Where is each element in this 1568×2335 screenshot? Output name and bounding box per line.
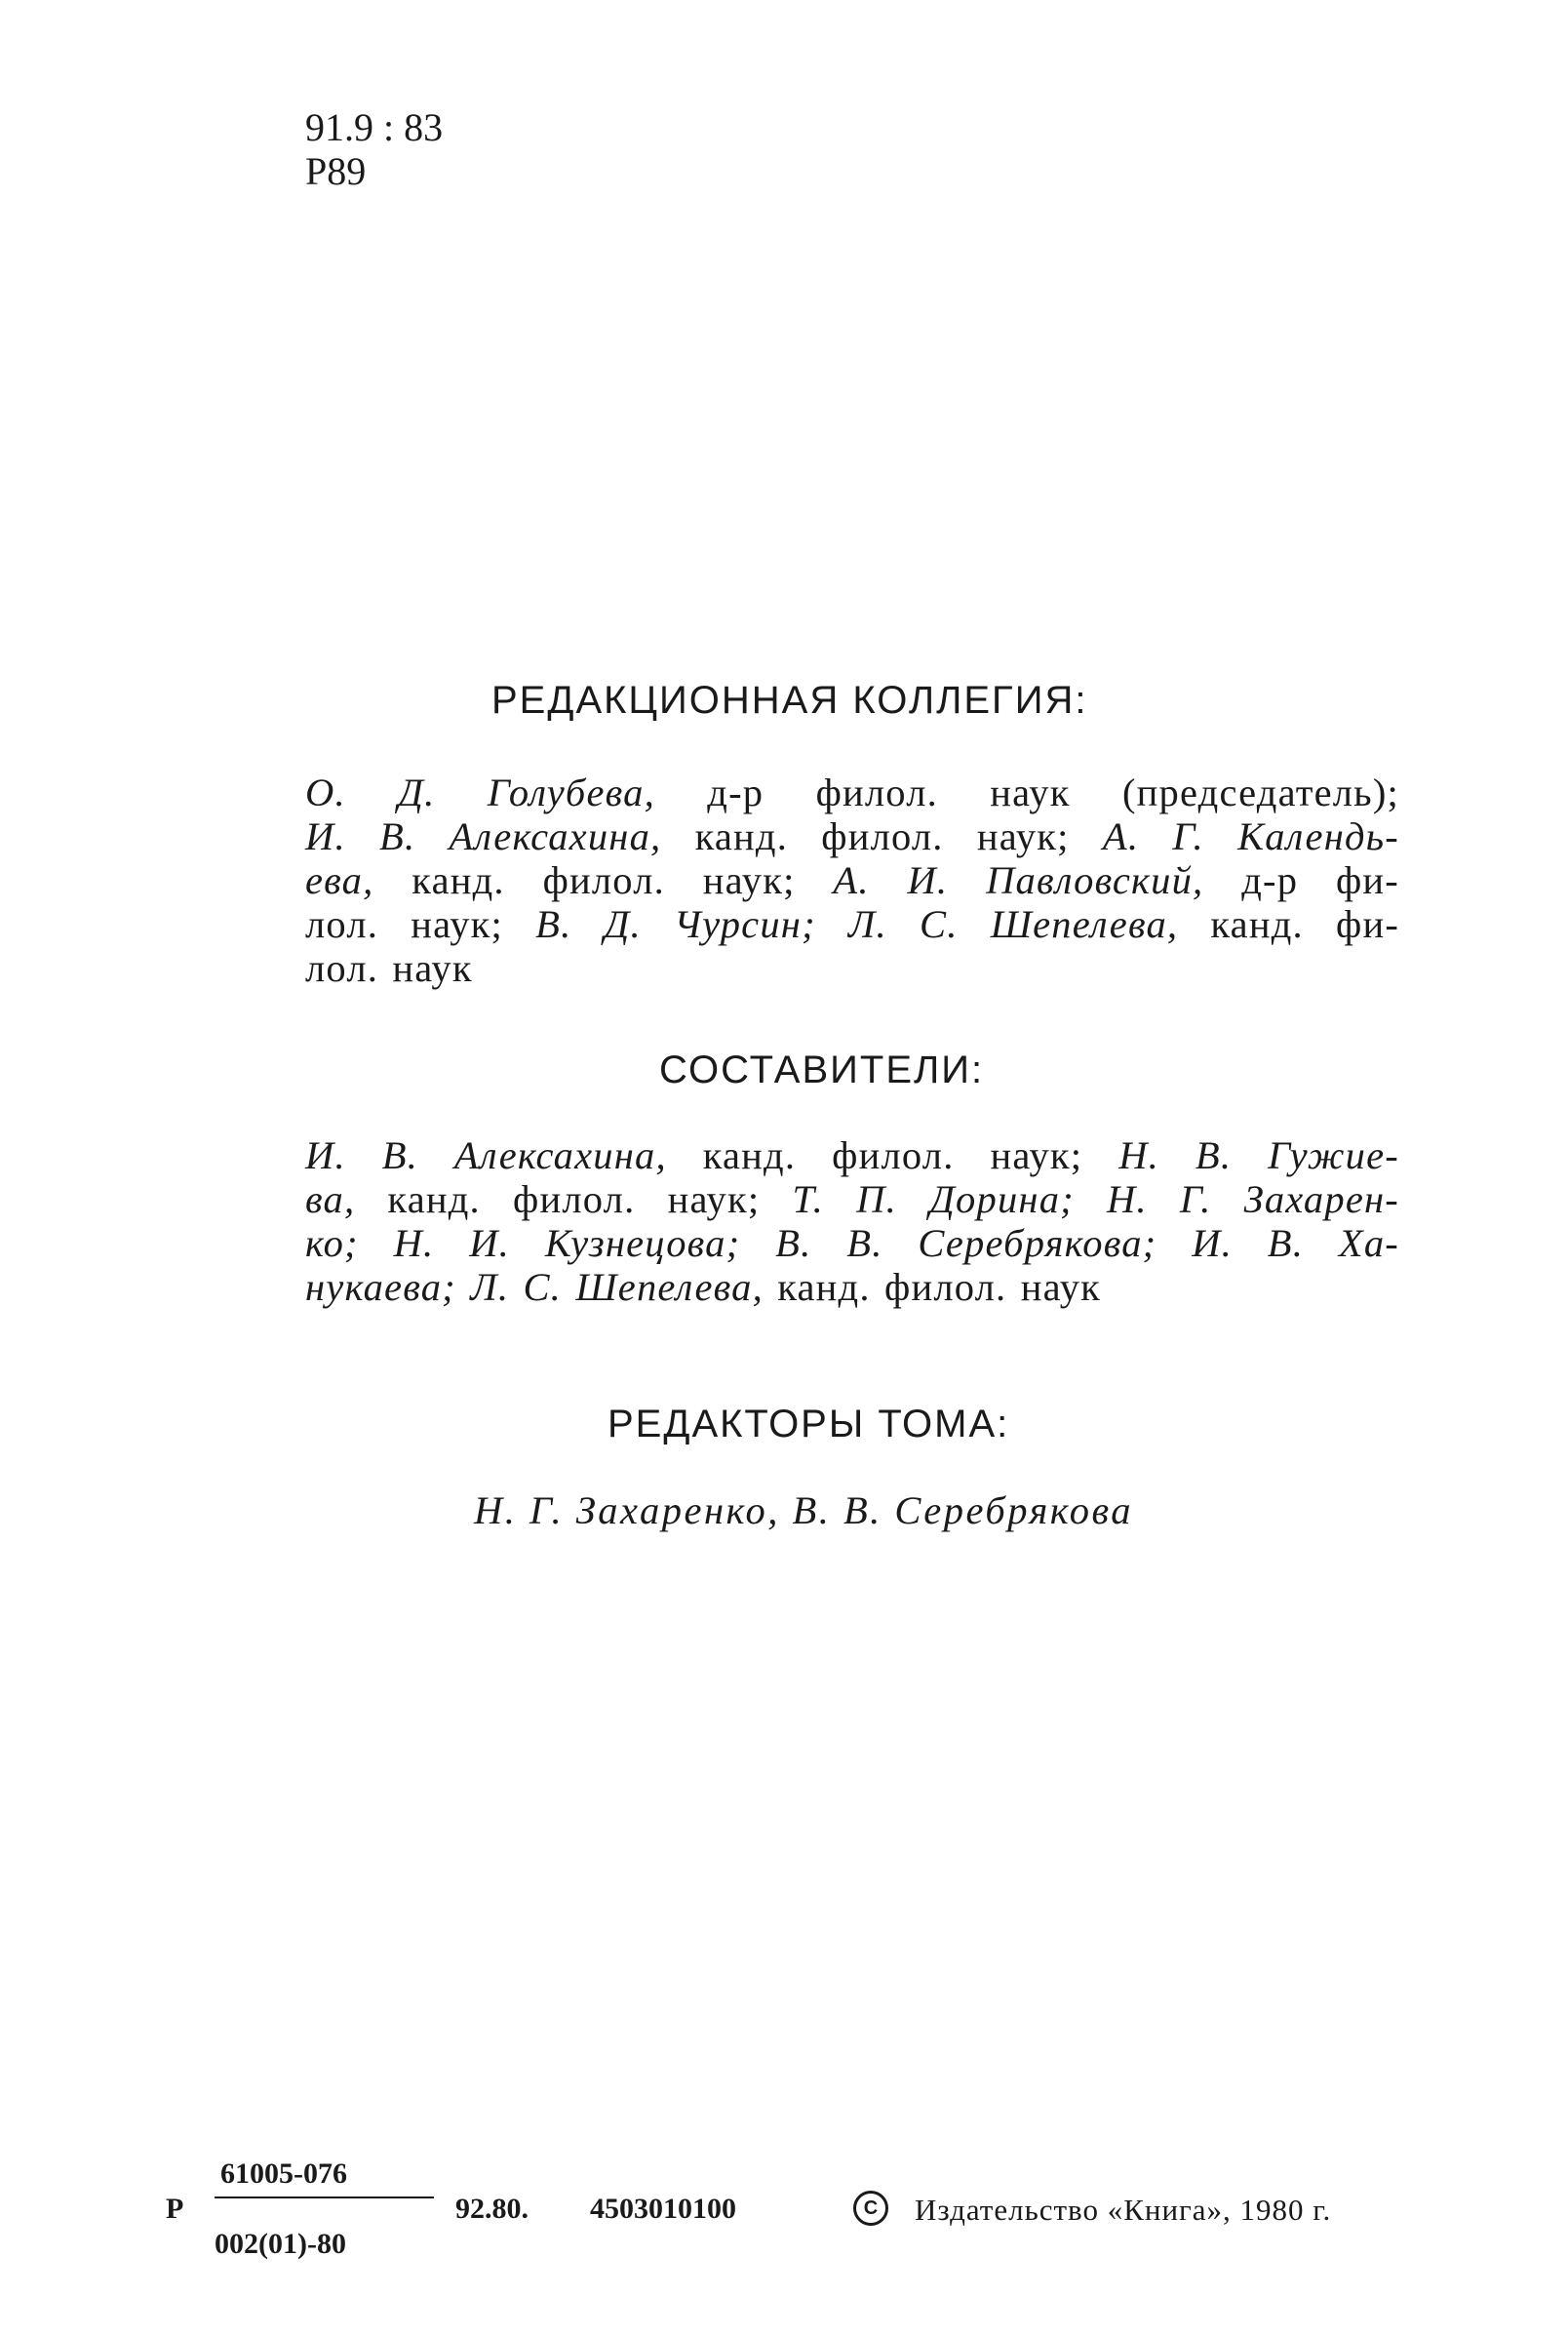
person-name: нукаева; Л. С. Шепелева, — [305, 1265, 764, 1309]
person-name: Т. П. Дорина; Н. Г. Захарен- — [792, 1177, 1399, 1221]
compilers-heading: СОСТАВИТЕЛИ: — [659, 1049, 985, 1091]
paragraph-line — [305, 771, 1399, 814]
person-name: А. Г. Календь- — [1102, 814, 1399, 858]
person-name: И. В. Алексахина, — [305, 814, 662, 858]
person-name: ева, — [305, 858, 374, 902]
paragraph-line — [305, 946, 1399, 990]
degree-text: д-р фи- — [1203, 858, 1399, 902]
degree-text: канд. филол. наук — [763, 1265, 1102, 1309]
publisher-line: Издательство «Книга», 1980 г. — [915, 2193, 1332, 2227]
degree-text: канд. фи- — [1178, 902, 1400, 946]
degree-text: канд. филол. наук; — [373, 858, 834, 902]
imprint-line — [166, 2154, 1424, 2271]
volume-editors-names: Н. Г. Захаренко, В. В. Серебрякова — [474, 1488, 1134, 1532]
paragraph-line — [305, 1177, 1399, 1221]
person-name: Н. В. Гужие- — [1118, 1133, 1399, 1177]
classification-index — [305, 105, 443, 193]
paragraph-line — [305, 902, 1399, 946]
degree-text: канд. филол. наук; — [666, 1133, 1119, 1177]
board-heading: РЕДАКЦИОННАЯ КОЛЛЕГИЯ: — [491, 679, 1088, 722]
paragraph-line — [305, 1133, 1399, 1177]
person-name: ко; Н. И. Кузнецова; В. В. Серебрякова; И. В. Ха- — [305, 1221, 1399, 1265]
paragraph-line — [305, 1221, 1399, 1265]
imprint-fraction-denominator: 002(01)-80 — [215, 2228, 346, 2260]
paragraph-line — [305, 1265, 1399, 1309]
udc-code: 91.9 : 83 — [305, 105, 444, 149]
person-name: И. В. Алексахина, — [305, 1133, 667, 1177]
paragraph-line — [305, 858, 1399, 902]
person-name: ва, — [305, 1177, 356, 1221]
person-name: В. Д. Чурсин; Л. С. Шепелева, — [535, 902, 1179, 946]
degree-text: канд. филол. наук; — [661, 814, 1103, 858]
imprint-letter: Р — [166, 2193, 184, 2225]
imprint-order-number: 4503010100 — [590, 2193, 736, 2225]
degree-text: лол. наук; — [305, 902, 536, 946]
imprint-code: 92.80. — [455, 2193, 529, 2225]
bbk-code: Р89 — [305, 149, 367, 193]
degree-text: канд. филол. наук; — [355, 1177, 793, 1221]
degree-text: д-р филол. наук (председатель); — [654, 771, 1399, 814]
imprint-fraction-numerator: 61005-076 — [220, 2157, 347, 2190]
copyright-icon — [853, 2191, 888, 2226]
copyright-icon-letter: С — [863, 2197, 879, 2219]
person-name: О. Д. Голубева, — [305, 771, 655, 814]
degree-text: лол. наук — [305, 946, 473, 990]
compilers-paragraph — [305, 1133, 1399, 1309]
paragraph-line — [305, 814, 1399, 858]
imprint-fraction-bar — [215, 2196, 434, 2198]
person-name: А. И. Павловский, — [833, 858, 1204, 902]
volume-editors-heading: РЕДАКТОРЫ ТОМА: — [608, 1403, 1010, 1445]
board-members-paragraph — [305, 771, 1399, 990]
